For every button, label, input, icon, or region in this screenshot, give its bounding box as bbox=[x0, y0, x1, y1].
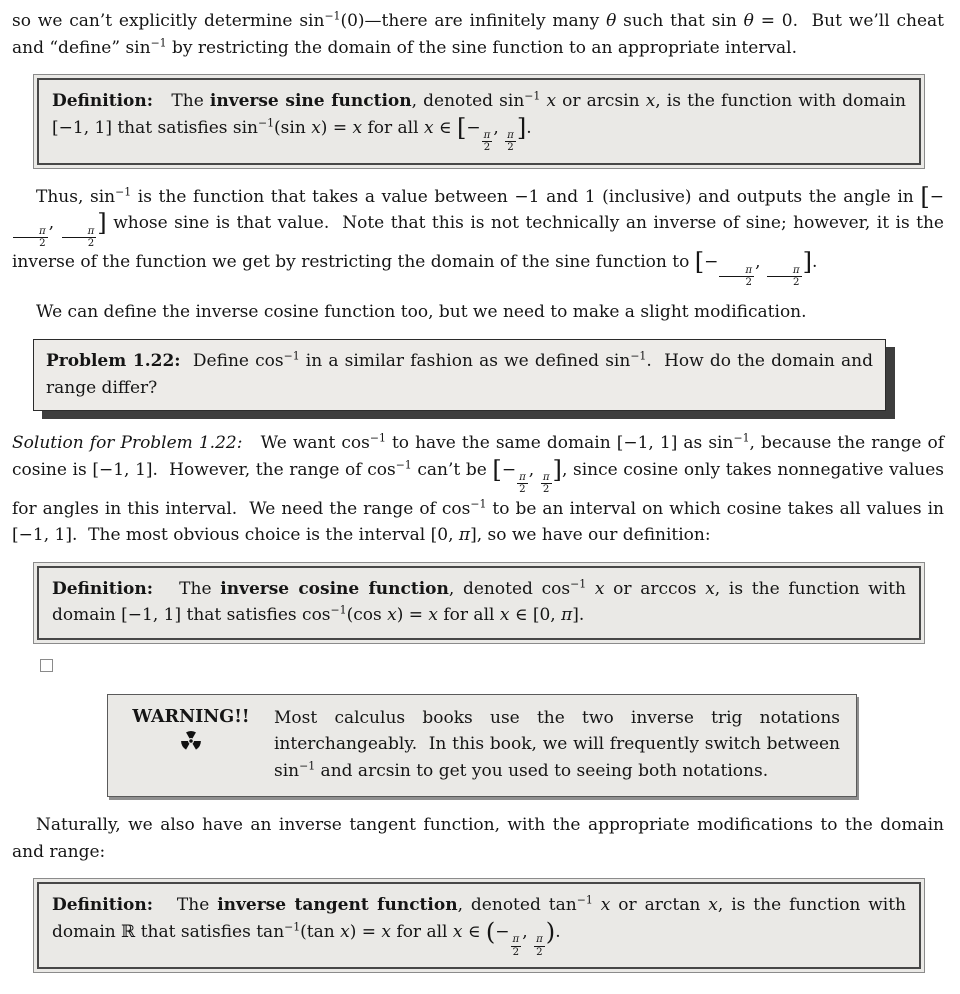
problem-1-22-box bbox=[33, 339, 886, 411]
definition-box-cosine bbox=[33, 562, 925, 644]
definition-cosine-text: Definition: The inverse cosine function, denoted $\cos^{-1} x$ or arccos x, is the function with domain [−1, 1] that satisfies $\cos^{-1}(\cos$ x) = x for all x ∈ [0, π]. bbox=[37, 566, 921, 640]
radiation-icon bbox=[118, 730, 264, 761]
cosine-intro-paragraph: We can define the inverse cosine function too, but we need to make a slight modification. bbox=[36, 302, 807, 323]
definition-box-tangent bbox=[33, 878, 925, 973]
definition-sine-text: Definition: The inverse sine function, denoted $\sin^{-1} x$ or arcsin x, is the function with domain [−1, 1] that satisfies $\sin^{-1}(\sin$ x) = x for all x ∈ [− $\frac{\pi}{2}$ , $\frac{\pi}{2}$ ]. bbox=[37, 78, 921, 165]
intro-paragraph: so we can’t explicitly determine $\sin^{-1}(0)—there$ are infinitely many θ such that sin θ = 0. But we’ll cheat and “define” $\sin^{-1}$ by restricting the domain of the sine function to an appropriate interval. bbox=[12, 9, 945, 58]
warning-box bbox=[107, 694, 857, 798]
definition-box-sine bbox=[33, 74, 925, 169]
tangent-intro-paragraph: Naturally, we also have an inverse tangent function, with the appropriate modifications to the domain and range: bbox=[12, 815, 944, 862]
problem-1-22-text: Problem 1.22: Define $\cos^{-1}$ in a similar fashion as we defined $\sin^{-1}$. How do the domain and range differ? bbox=[46, 349, 873, 398]
definition-tangent-text: Definition: The inverse tangent function, denoted $\tan^{-1} x$ or arctan x, is the function with domain ℝ that satisfies $\tan^{-1}(\tan$ x) = x for all x ∈ (− $\frac{\pi}{2}$ , $\frac{\pi}{2}$ ). bbox=[37, 882, 921, 969]
warning-text: Most calculus books use the two inverse trig notations interchangeably. In this book, we will frequently switch between $\sin^{-1}$ and arcsin to get you used to seeing both notations. bbox=[274, 707, 840, 781]
solution-paragraph: Solution for Problem 1.22: We want $\cos^{-1}$ to have the same domain [−1, 1] as $\sin^{-1}$, because the range of cosine is [−1, 1]. However, the range of $\cos^{-1}$ can’t be [− $\frac{\pi}{2}$ , $\frac{\pi}{2}$ ], since cosine only takes nonnegative values for angles in this interval. We need the range of $\cos^{-1}$ to be an interval on which cosine takes all values in [−1, 1]. The most obvious choice is the interval [0, π], so we have our definition: bbox=[12, 431, 945, 546]
end-of-solution-marker bbox=[40, 659, 53, 672]
warning-label-column bbox=[118, 705, 264, 760]
thus-paragraph: Thus, $\sin^{-1}$ is the function that takes a value between −1 and 1 (inclusive) and outputs the angle in [− $\frac{\pi}{2}$ , $\frac{\pi}{2}$ ] whose sine is that value. Note that this is not technically an inverse of sine; however, it is the inverse of the function we get by restricting the domain of the sine function to [− $\frac{\pi}{2}$ , $\frac{\pi}{2}$ ]. bbox=[12, 182, 944, 289]
warning-title: WARNING!! bbox=[132, 706, 250, 727]
